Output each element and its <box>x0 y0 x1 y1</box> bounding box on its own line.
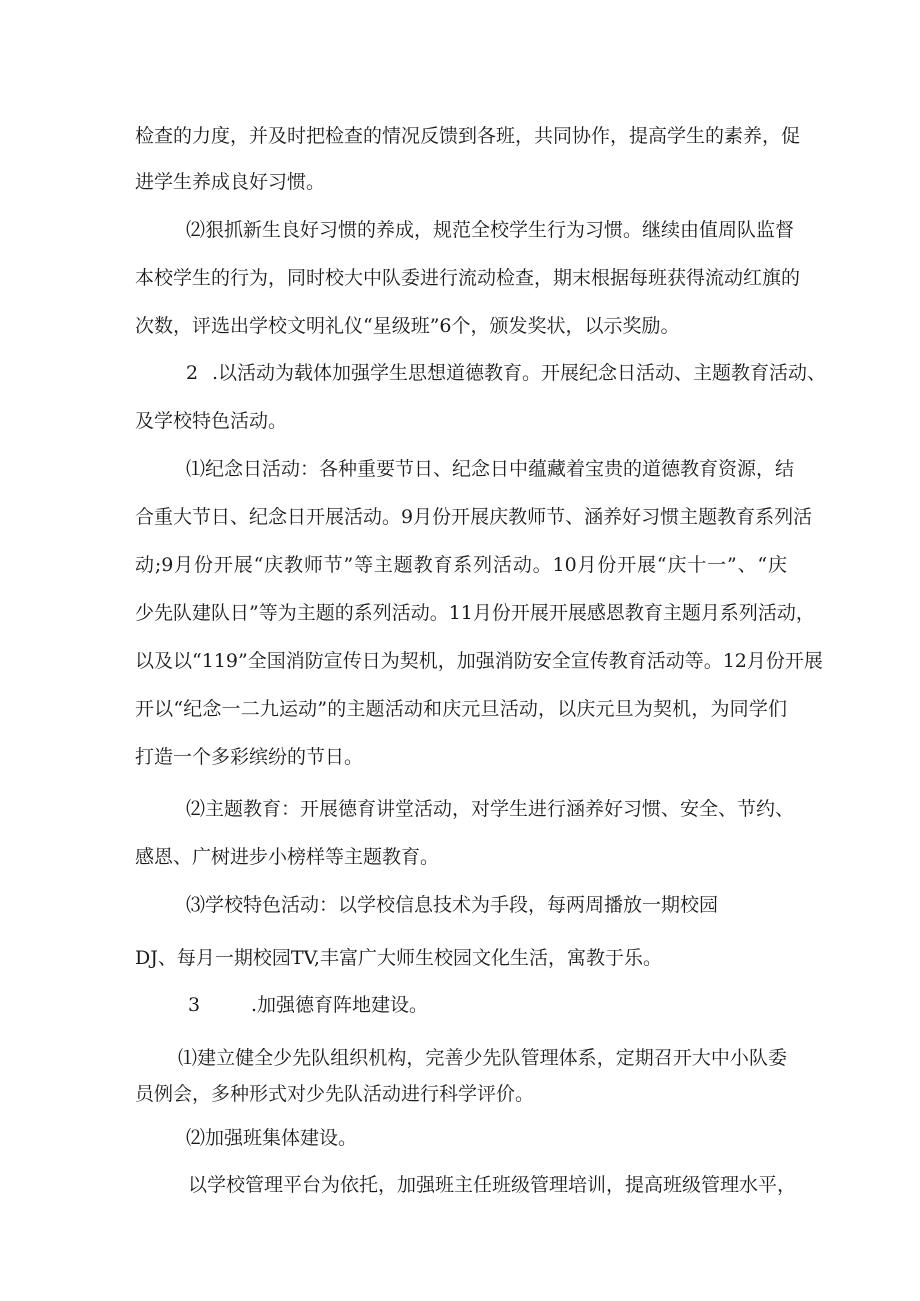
paragraph-3-line-2: 及学校特色活动。 <box>135 410 288 432</box>
paragraph-2-line-3: 次数，评选出学校文明礼仪“星级班”6个，颁发奖状，以示奖励。 <box>135 315 680 337</box>
paragraph-3-line-1: .以活动为载体加强学生思想道德教育。开展纪念日活动、主题教育活动、 <box>212 362 827 384</box>
paragraph-4-line-1: ⑴纪念日活动：各种重要节日、纪念日中蕴藏着宝贵的道德教育资源，结 <box>186 458 795 480</box>
section-number-2: 2 <box>186 362 199 384</box>
paragraph-5-line-1: ⑵主题教育：开展德育讲堂活动，对学生进行涵养好习惯、安全、节约、 <box>186 798 795 820</box>
paragraph-4-line-3: 动;9月份开展“庆教师节”等主题教育系列活动。10月份开展“庆十一”、“庆 <box>135 554 787 576</box>
paragraph-2-line-1: ⑵狠抓新生良好习惯的养成，规范全校学生行为习惯。继续由值周队监督 <box>186 219 795 241</box>
section-number-3: 3 <box>188 994 201 1016</box>
paragraph-8-line-2: 员例会，多种形式对少先队活动进行科学评价。 <box>135 1083 535 1105</box>
paragraph-2-line-2: 本校学生的行为，同时校大中队委进行流动检查，期末根据每班获得流动红旗的 <box>135 267 801 289</box>
paragraph-4-line-7: 打造一个多彩缤纷的节日。 <box>135 746 364 768</box>
paragraph-4-line-4: 少先队建队日”等为主题的系列活动。11月份开展开展感恩教育主题月系列活动， <box>135 602 815 624</box>
paragraph-6-line-2: DJ、每月一期校园TV,丰富广大师生校园文化生活，寓教于乐。 <box>135 947 662 969</box>
paragraph-4-line-2: 合重大节日、纪念日开展活动。9月份开展庆教师节、涵养好习惯主题教育系列活 <box>135 506 813 528</box>
paragraph-4-line-5: 以及以“119”全国消防宣传日为契机，加强消防安全宣传教育活动等。12月份开展 <box>135 650 823 672</box>
paragraph-1-line-2: 进学生养成良好习惯。 <box>135 171 326 193</box>
paragraph-9-line-1: ⑵加强班集体建设。 <box>186 1127 358 1149</box>
paragraph-8-line-1: ⑴建立健全少先队组织机构，完善少先队管理体系，定期召开大中小队委 <box>178 1047 787 1069</box>
paragraph-7-line-1: .加强德育阵地建设。 <box>251 994 429 1016</box>
paragraph-4-line-6: 开以“纪念一二九运动”的主题活动和庆元旦活动，以庆元旦为契机，为同学们 <box>135 698 787 720</box>
paragraph-10-line-1: 以学校管理平台为依托，加强班主任班级管理培训，提高班级管理水平， <box>188 1174 797 1196</box>
paragraph-1-line-1: 检查的力度，并及时把检查的情况反馈到各班，共同协作，提高学生的素养，促 <box>135 125 801 147</box>
paragraph-6-line-1: ⑶学校特色活动：以学校信息技术为手段，每两周播放一期校园 <box>186 894 719 916</box>
paragraph-5-line-2: 感恩、广树进步小榜样等主题教育。 <box>135 846 440 868</box>
